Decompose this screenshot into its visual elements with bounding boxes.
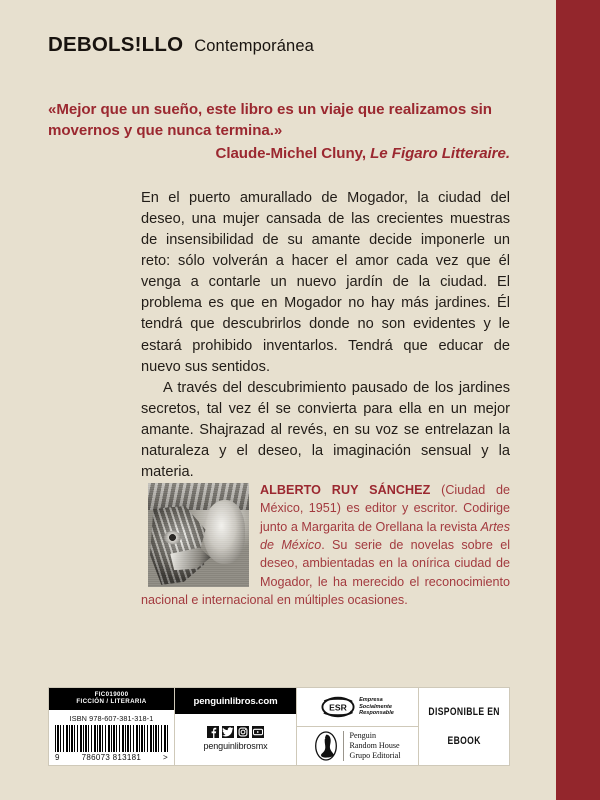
penguin-random-house-logo: [297, 727, 418, 765]
esr-line-2: Socialmente: [359, 703, 393, 710]
svg-text:ESR: ESR: [329, 702, 347, 713]
quote-publication: Le Figaro Litteraire.: [370, 144, 510, 162]
author-bio: [141, 481, 510, 609]
ebook-line-1: DISPONIBLE EN: [428, 706, 500, 719]
website-url[interactable]: penguinlibros.com: [193, 695, 278, 707]
quote-author: Claude-Michel Cluny,: [215, 144, 366, 162]
esr-line-1: Empresa: [359, 696, 383, 703]
bisac-barcode-cell: [49, 688, 174, 765]
bisac-code: FIC019000: [94, 691, 129, 699]
barcode-bars: [55, 725, 168, 752]
esr-wordmark: [359, 697, 394, 718]
cover-footer-strip: [48, 687, 510, 766]
press-quote: [48, 99, 510, 164]
social-icon-row: [207, 726, 264, 738]
collection-name: Contemporánea: [194, 37, 314, 55]
bisac-category: FICCIÓN / LITERARIA: [76, 698, 147, 705]
twitter-icon[interactable]: [222, 726, 234, 738]
prh-wordmark: [343, 731, 400, 761]
bisac-band: [49, 688, 174, 710]
publisher-logo-debolsillo: DEBOLS!LLO: [48, 33, 184, 56]
esr-line-3: Responsable: [359, 710, 394, 717]
isbn-barcode: [49, 723, 174, 765]
magazine-title: Artes de México: [260, 519, 510, 552]
website-band[interactable]: [175, 688, 296, 714]
book-synopsis: [141, 188, 510, 483]
ebook-line-2: EBOOK: [447, 734, 481, 747]
synopsis-paragraph: En el puerto amurallado de Mogador, la ciudad del deseo, una mujer cansada de las crecientes muestras de insensibilidad de su amante decide imponerle un reto: sólo volverán a hacer el amor cada vez que él venga a contarle un nuevo jardín de la ciudad. El problema es que en Mogador no hay más jardines. Él tendrá que descubrirlos donde no son evidentes y le estará prohibido inventarlos. Tendrá que educar de nuevo sus sentidos.: [141, 190, 510, 375]
prh-line-2: Random House: [349, 741, 400, 751]
website-social-cell: [174, 688, 296, 765]
imprint-header: [48, 33, 314, 57]
author-name: ALBERTO RUY SÁNCHEZ: [260, 483, 431, 497]
penguin-icon: [314, 731, 338, 761]
esr-logo: [297, 688, 418, 727]
book-spine-strip: [556, 0, 600, 800]
publisher-logos-cell: [296, 688, 418, 765]
isbn-text: ISBN 978-607-381-318-1: [69, 714, 154, 723]
facebook-icon[interactable]: [207, 726, 219, 738]
social-handle: penguinlibrosmx: [203, 741, 268, 751]
synopsis-paragraph: A través del descubrimiento pausado de los jardines secretos, tal vez él se convierta para ella en un mejor amante. Shajrazad al revés, en su voz se entrelazan la naturaleza y el deseo, la imaginación sensual y la materia.: [141, 379, 510, 481]
prh-line-1: Penguin: [349, 731, 377, 741]
youtube-icon[interactable]: [252, 726, 264, 738]
bio-text-part-1: (Ciudad de México, 1951) es editor y escritor. Codirige junto a Margarita de Orellana la revista: [260, 483, 510, 534]
press-quote-text: «Mejor que un sueño, este libro es un viaje que realizamos sin movernos y que nunca termina.»: [48, 101, 492, 140]
social-block: [175, 714, 296, 765]
ebook-availability-cell: [418, 688, 509, 765]
bio-text-part-2: . Su serie de novelas sobre el deseo, ambientadas en la onírica ciudad de Mogador, le ha merecido el reconocimiento nacional e internacional en múltiples ocasiones.: [141, 537, 510, 607]
prh-line-3: Grupo Editorial: [349, 750, 401, 760]
esr-mark-icon: [321, 696, 355, 718]
author-photo: [148, 483, 249, 587]
barcode-digits: [55, 753, 168, 762]
photo-film-grain: [148, 483, 249, 587]
barcode-digit-right: >: [163, 753, 168, 762]
ebook-availability-label: [424, 705, 503, 748]
barcode-digit-left: 9: [55, 753, 60, 762]
barcode-digits-center: 786073 813181: [81, 753, 142, 762]
press-quote-attribution: [48, 143, 510, 164]
instagram-icon[interactable]: [237, 726, 249, 738]
